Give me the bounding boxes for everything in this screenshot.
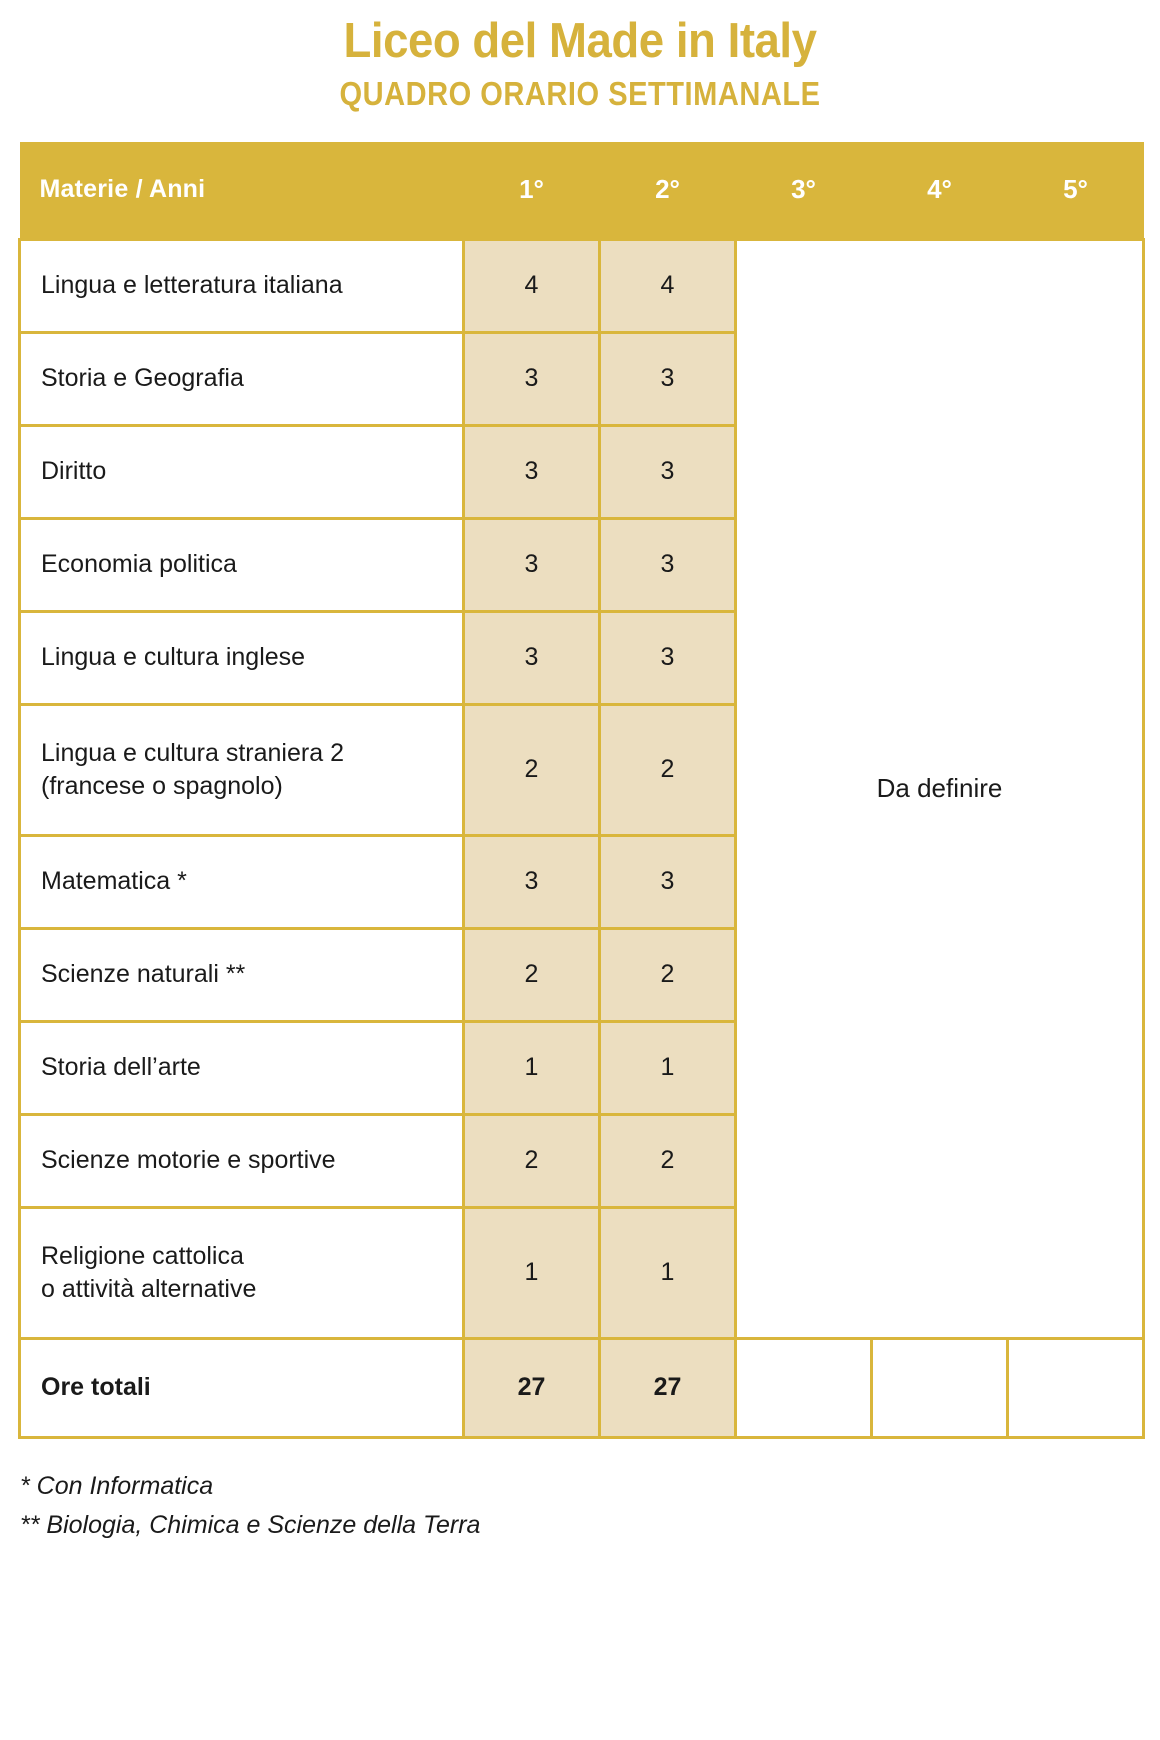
subject-name: Economia politica: [20, 518, 464, 611]
table-header-row: [20, 142, 1144, 240]
subject-name: Scienze naturali **: [20, 928, 464, 1021]
subject-name: Scienze motorie e sportive: [20, 1114, 464, 1207]
subject-name: [20, 1207, 464, 1338]
hours-year-1: 3: [464, 425, 600, 518]
hours-year-2: 1: [600, 1021, 736, 1114]
total-hours-year-2: 27: [600, 1338, 736, 1437]
hours-year-2: 2: [600, 1114, 736, 1207]
hours-year-1: 2: [464, 704, 600, 835]
hours-year-1: 1: [464, 1207, 600, 1338]
hours-year-2: 3: [600, 425, 736, 518]
footnote-single-asterisk: * Con Informatica: [20, 1471, 214, 1500]
subject-name: Lingua e cultura inglese: [20, 611, 464, 704]
total-hours-year-5: [1008, 1338, 1144, 1437]
hours-year-2: 3: [600, 835, 736, 928]
hours-year-2: 3: [600, 518, 736, 611]
footnote-double-asterisk: ** Biologia, Chimica e Scienze della Terra: [20, 1510, 481, 1539]
hours-year-2: 4: [600, 239, 736, 332]
hours-year-1: 1: [464, 1021, 600, 1114]
hours-year-1: 2: [464, 1114, 600, 1207]
to-be-defined-cell: Da definire: [736, 239, 1144, 1338]
hours-year-1: 3: [464, 835, 600, 928]
schedule-table-container: [18, 142, 1142, 1439]
subject-name: Diritto: [20, 425, 464, 518]
table-head: [20, 142, 1144, 240]
total-label: Ore totali: [20, 1338, 464, 1437]
hours-year-1: 4: [464, 239, 600, 332]
total-hours-year-4: [872, 1338, 1008, 1437]
column-header-subjects: Materie / Anni: [20, 142, 464, 240]
hours-year-2: 1: [600, 1207, 736, 1338]
table-body: [20, 239, 1144, 1437]
total-row: [20, 1338, 1144, 1437]
subject-name-line-1: Religione cattolica: [41, 1241, 244, 1270]
column-header-year-3: 3°: [736, 142, 872, 240]
subject-name: Storia dell’arte: [20, 1021, 464, 1114]
hours-year-1: 3: [464, 611, 600, 704]
subject-name: [20, 704, 464, 835]
total-hours-year-1: 27: [464, 1338, 600, 1437]
column-header-year-4: 4°: [872, 142, 1008, 240]
hours-year-1: 2: [464, 928, 600, 1021]
hours-year-2: 3: [600, 332, 736, 425]
table-row: [20, 239, 1144, 332]
weekly-schedule-table: [18, 142, 1145, 1439]
total-hours-year-3: [736, 1338, 872, 1437]
subject-name-line-1: Lingua e cultura straniera 2: [41, 738, 344, 767]
page-header: [0, 0, 1160, 116]
subject-name-line-2: (francese o spagnolo): [41, 771, 283, 800]
hours-year-1: 3: [464, 332, 600, 425]
subject-name: Matematica *: [20, 835, 464, 928]
subject-name: Lingua e letteratura italiana: [20, 239, 464, 332]
hours-year-2: 2: [600, 928, 736, 1021]
page-subtitle: QUADRO ORARIO SETTIMANALE: [339, 74, 821, 112]
column-header-year-1: 1°: [464, 142, 600, 240]
subject-name: Storia e Geografia: [20, 332, 464, 425]
subject-name-line-2: o attività alternative: [41, 1274, 257, 1303]
page-title: Liceo del Made in Italy: [343, 14, 817, 68]
column-header-year-2: 2°: [600, 142, 736, 240]
hours-year-2: 2: [600, 704, 736, 835]
hours-year-1: 3: [464, 518, 600, 611]
footnotes: [20, 1467, 1160, 1545]
hours-year-2: 3: [600, 611, 736, 704]
column-header-year-5: 5°: [1008, 142, 1144, 240]
